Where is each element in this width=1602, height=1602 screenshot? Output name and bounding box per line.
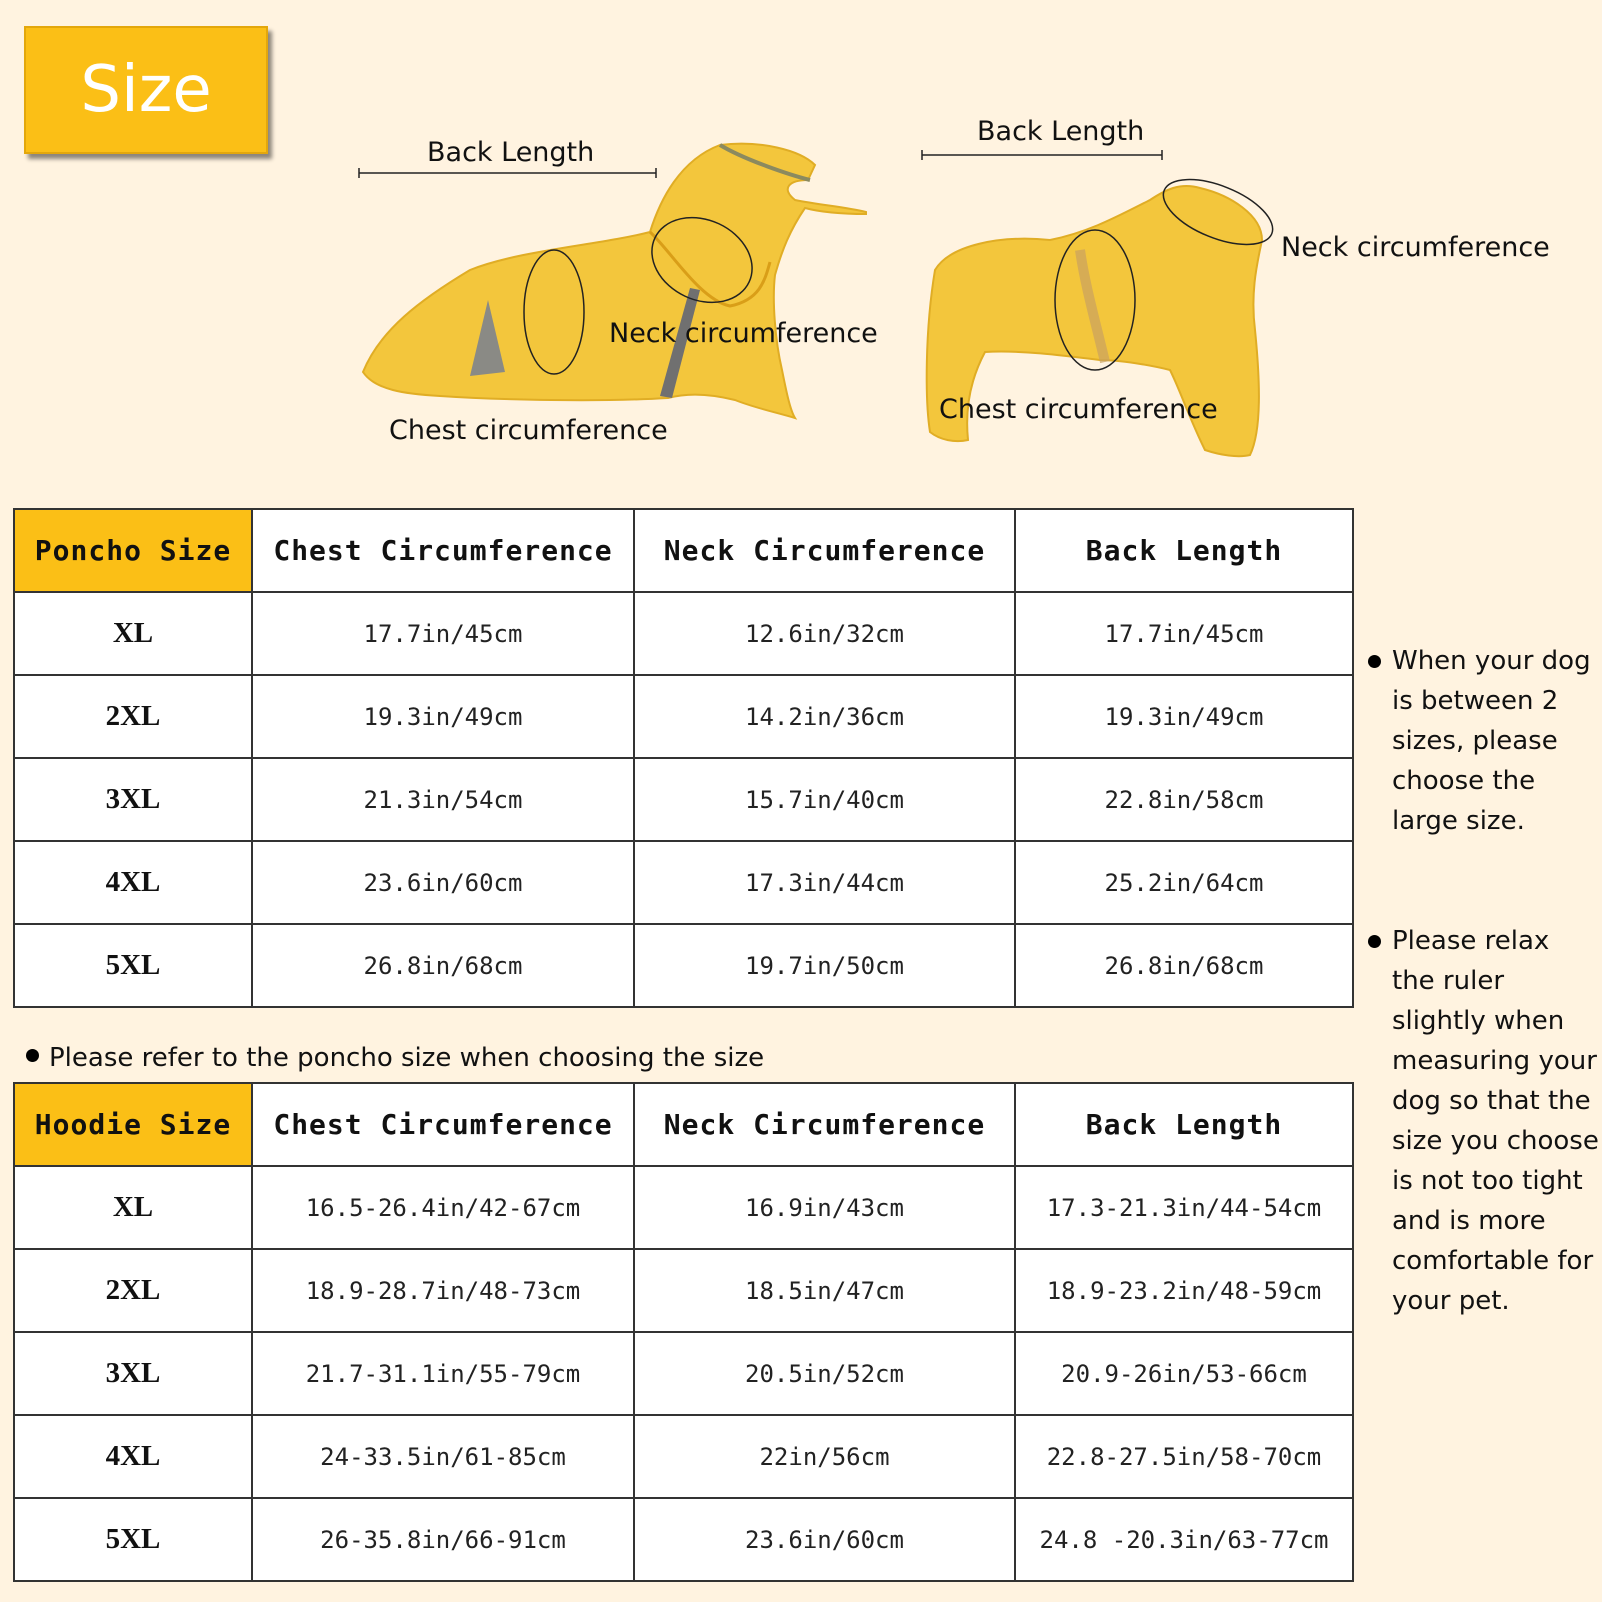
table-row — [14, 675, 1353, 758]
poncho-reference-note — [26, 1038, 764, 1078]
table-row — [14, 841, 1353, 924]
size-cell: XL — [14, 592, 252, 675]
poncho-back-length-label: Back Length — [427, 137, 595, 168]
back-length-cell: 17.7in/45cm — [1015, 592, 1353, 675]
chest-cell: 26.8in/68cm — [252, 924, 634, 1007]
back-length-cell: 19.3in/49cm — [1015, 675, 1353, 758]
chest-cell: 21.3in/54cm — [252, 758, 634, 841]
table-row — [14, 1498, 1353, 1581]
side-note-relax-ruler — [1368, 921, 1600, 1321]
hoodie-chest-label: Chest circumference — [939, 394, 1218, 425]
back-length-cell: 18.9-23.2in/48-59cm — [1015, 1249, 1353, 1332]
header-chest: Chest Circumference — [252, 509, 634, 592]
poncho-chest-label: Chest circumference — [389, 415, 668, 446]
neck-cell: 22in/56cm — [634, 1415, 1015, 1498]
poncho-reference-note-text: Please refer to the poncho size when choosing the size — [49, 1043, 765, 1073]
side-note-text: When your dog is between 2 sizes, please choose the large size. — [1392, 646, 1591, 836]
table-row — [14, 758, 1353, 841]
bullet-icon — [1368, 655, 1381, 668]
size-cell: 3XL — [14, 758, 252, 841]
size-badge-label: Size — [80, 53, 212, 127]
size-cell: 2XL — [14, 675, 252, 758]
chest-cell: 18.9-28.7in/48-73cm — [252, 1249, 634, 1332]
header-size: Hoodie Size — [14, 1083, 252, 1166]
size-cell: 5XL — [14, 1498, 252, 1581]
chest-cell: 16.5-26.4in/42-67cm — [252, 1166, 634, 1249]
table-row — [14, 1332, 1353, 1415]
header-neck: Neck Circumference — [634, 509, 1015, 592]
neck-cell: 14.2in/36cm — [634, 675, 1015, 758]
chest-cell: 19.3in/49cm — [252, 675, 634, 758]
table-header-row — [14, 1083, 1353, 1166]
size-cell: 4XL — [14, 841, 252, 924]
table-row — [14, 1415, 1353, 1498]
back-length-cell: 25.2in/64cm — [1015, 841, 1353, 924]
neck-cell: 17.3in/44cm — [634, 841, 1015, 924]
poncho-size-table — [13, 508, 1354, 1008]
back-length-cell: 22.8in/58cm — [1015, 758, 1353, 841]
header-chest: Chest Circumference — [252, 1083, 634, 1166]
poncho-illustration — [359, 144, 866, 418]
back-length-cell: 20.9-26in/53-66cm — [1015, 1332, 1353, 1415]
poncho-neck-label: Neck circumference — [609, 318, 878, 349]
chest-cell: 17.7in/45cm — [252, 592, 634, 675]
size-cell: 2XL — [14, 1249, 252, 1332]
side-note-between-sizes — [1368, 641, 1600, 841]
back-length-cell: 24.8 -20.3in/63-77cm — [1015, 1498, 1353, 1581]
hoodie-size-table — [13, 1082, 1354, 1582]
side-note-text: Please relax the ruler slightly when measuring your dog so that the size you choose is not too tight and is more comfortable for your pet. — [1392, 926, 1599, 1316]
table-row — [14, 1249, 1353, 1332]
table-row — [14, 1166, 1353, 1249]
table-row — [14, 592, 1353, 675]
size-cell: 3XL — [14, 1332, 252, 1415]
hoodie-neck-label: Neck circumference — [1281, 232, 1550, 263]
back-length-cell: 26.8in/68cm — [1015, 924, 1353, 1007]
neck-cell: 18.5in/47cm — [634, 1249, 1015, 1332]
neck-cell: 20.5in/52cm — [634, 1332, 1015, 1415]
neck-cell: 12.6in/32cm — [634, 592, 1015, 675]
header-back-length: Back Length — [1015, 509, 1353, 592]
bullet-icon — [1368, 935, 1381, 948]
header-size: Poncho Size — [14, 509, 252, 592]
back-length-cell: 22.8-27.5in/58-70cm — [1015, 1415, 1353, 1498]
chest-cell: 23.6in/60cm — [252, 841, 634, 924]
table-header-row — [14, 509, 1353, 592]
back-length-cell: 17.3-21.3in/44-54cm — [1015, 1166, 1353, 1249]
chest-cell: 21.7-31.1in/55-79cm — [252, 1332, 634, 1415]
size-cell: XL — [14, 1166, 252, 1249]
chest-cell: 26-35.8in/66-91cm — [252, 1498, 634, 1581]
header-back-length: Back Length — [1015, 1083, 1353, 1166]
size-cell: 5XL — [14, 924, 252, 1007]
neck-cell: 23.6in/60cm — [634, 1498, 1015, 1581]
size-cell: 4XL — [14, 1415, 252, 1498]
neck-cell: 16.9in/43cm — [634, 1166, 1015, 1249]
hoodie-back-length-label: Back Length — [977, 116, 1145, 147]
neck-cell: 19.7in/50cm — [634, 924, 1015, 1007]
bullet-icon — [26, 1049, 39, 1062]
header-neck: Neck Circumference — [634, 1083, 1015, 1166]
neck-cell: 15.7in/40cm — [634, 758, 1015, 841]
table-row — [14, 924, 1353, 1007]
chest-cell: 24-33.5in/61-85cm — [252, 1415, 634, 1498]
